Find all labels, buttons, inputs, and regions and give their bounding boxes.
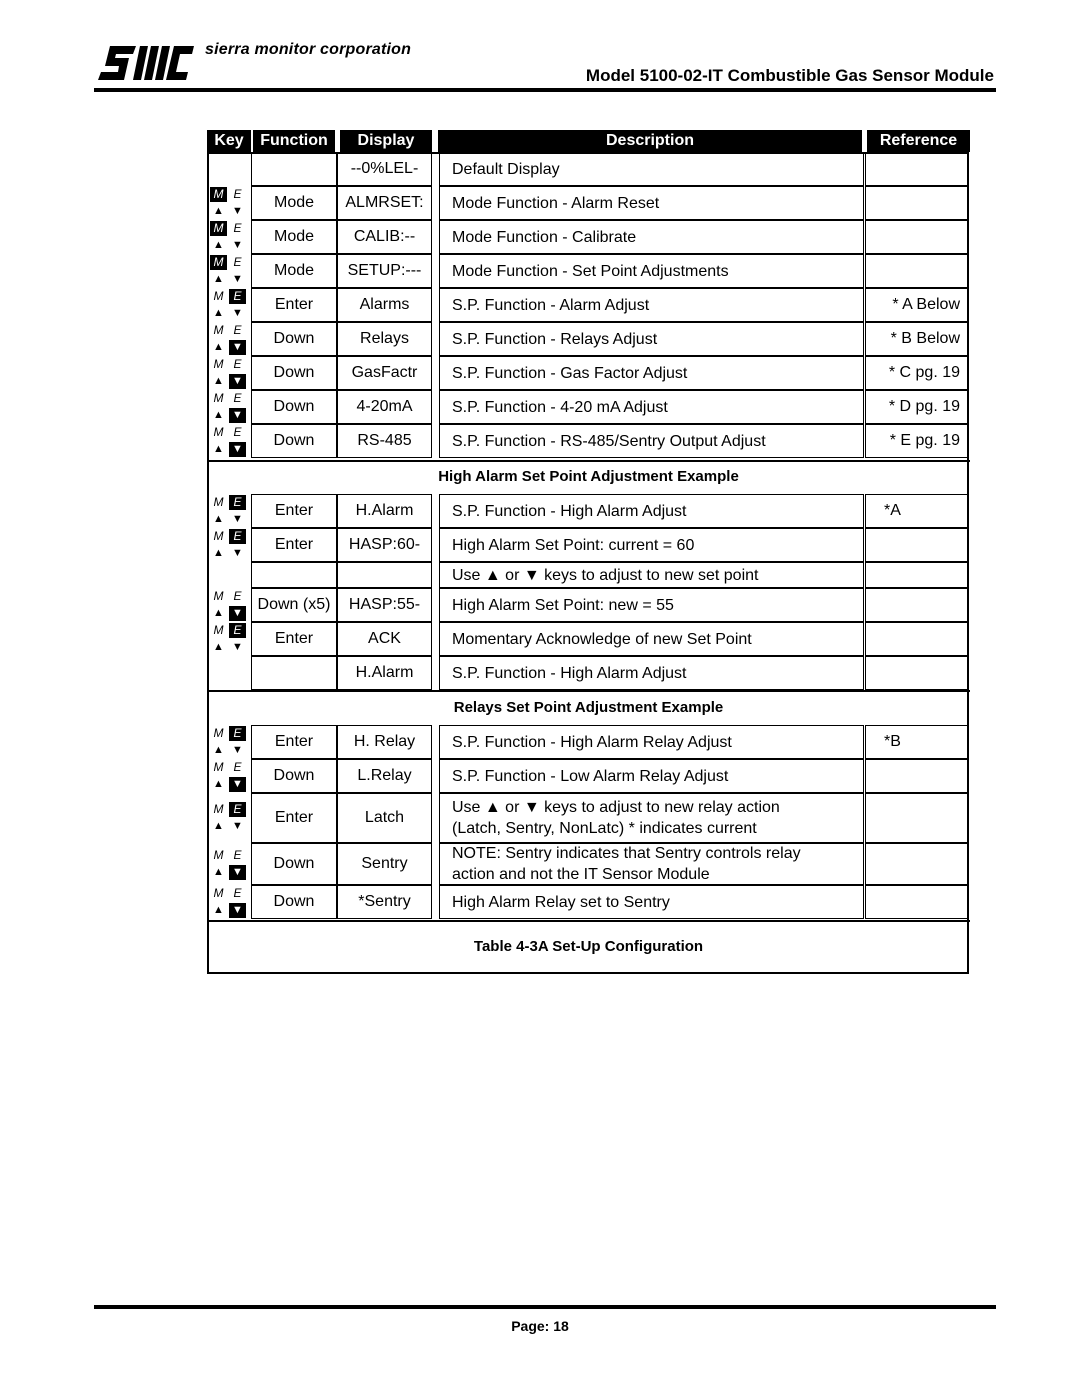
function-cell-text: Down xyxy=(273,330,315,347)
company-name: sierra monitor corporation xyxy=(205,41,412,58)
description-cell xyxy=(439,390,864,424)
function-cell xyxy=(251,288,337,322)
display-cell-text: SETUP:--- xyxy=(347,262,422,279)
up-arrow-icon: ▲ xyxy=(210,512,227,527)
function-cell-text: Enter xyxy=(274,502,314,519)
key-cell xyxy=(207,622,251,656)
display-cell-text: Alarms xyxy=(359,296,410,313)
reference-cell xyxy=(865,322,969,356)
display-cell xyxy=(337,322,432,356)
key-cell xyxy=(207,843,251,885)
column-header-function: Function xyxy=(253,130,335,152)
reference-cell xyxy=(865,562,969,588)
keypad-indicator xyxy=(210,391,246,423)
reference-cell-text: * C pg. 19 xyxy=(888,364,960,381)
key-cell xyxy=(207,288,251,322)
down-arrow-icon: ▼ xyxy=(229,640,246,655)
mode-key: M xyxy=(210,886,227,901)
display-cell xyxy=(337,793,432,843)
keypad-indicator xyxy=(210,495,246,527)
mode-key: M xyxy=(210,221,227,236)
mode-key: M xyxy=(210,726,227,741)
up-arrow-icon: ▲ xyxy=(210,819,227,834)
description-cell xyxy=(439,254,864,288)
reference-cell xyxy=(865,186,969,220)
table-row xyxy=(207,759,970,793)
up-arrow-icon: ▲ xyxy=(210,272,227,287)
display-cell-text: RS-485 xyxy=(357,432,412,449)
divider xyxy=(207,690,970,692)
description-cell-text: S.P. Function - High Alarm Relay Adjust xyxy=(452,733,732,751)
function-cell xyxy=(251,725,337,759)
function-cell xyxy=(251,322,337,356)
function-cell-text: Enter xyxy=(274,630,314,647)
display-cell-text: HASP:55- xyxy=(348,596,421,613)
display-cell xyxy=(337,152,432,186)
column-header-display: Display xyxy=(340,130,432,152)
divider xyxy=(207,460,970,462)
table-row xyxy=(207,322,970,356)
mode-key: M xyxy=(210,802,227,817)
keypad-indicator xyxy=(210,357,246,389)
keypad-indicator xyxy=(210,886,246,918)
up-arrow-icon: ▲ xyxy=(210,546,227,561)
key-cell xyxy=(207,494,251,528)
reference-cell-text: * B Below xyxy=(890,330,960,347)
down-arrow-icon: ▼ xyxy=(229,238,246,253)
up-arrow-icon: ▲ xyxy=(210,374,227,389)
function-cell-text: Down xyxy=(273,364,315,381)
enter-key: E xyxy=(229,425,246,440)
description-cell xyxy=(439,759,864,793)
function-cell xyxy=(251,494,337,528)
description-cell-text: S.P. Function - High Alarm Adjust xyxy=(452,664,687,682)
description-cell-text: Mode Function - Set Point Adjustments xyxy=(452,262,729,280)
table-row xyxy=(207,424,970,458)
display-cell-text: *Sentry xyxy=(358,893,411,910)
function-cell-text: Mode xyxy=(273,262,315,279)
document-title: Model 5100-02-IT Combustible Gas Sensor Module xyxy=(585,66,994,85)
description-cell-text: High Alarm Set Point: new = 55 xyxy=(452,596,674,614)
display-cell-text: ALMRSET: xyxy=(345,194,424,211)
display-cell-text: Relays xyxy=(360,330,409,347)
reference-cell xyxy=(865,885,969,919)
key-cell xyxy=(207,562,251,588)
table-row xyxy=(207,588,970,622)
display-cell xyxy=(337,254,432,288)
reference-cell xyxy=(865,356,969,390)
enter-key: E xyxy=(229,623,246,638)
reference-cell xyxy=(865,494,969,528)
display-cell xyxy=(337,220,432,254)
function-cell xyxy=(251,152,337,186)
function-cell xyxy=(251,843,337,885)
up-arrow-icon: ▲ xyxy=(210,777,227,792)
up-arrow-icon: ▲ xyxy=(210,340,227,355)
reference-cell xyxy=(865,152,969,186)
mode-key: M xyxy=(210,289,227,304)
table-row xyxy=(207,622,970,656)
mode-key: M xyxy=(210,357,227,372)
function-cell-text: Down xyxy=(273,398,315,415)
section-title-relays: Relays Set Point Adjustment Example xyxy=(453,699,724,716)
description-cell xyxy=(439,322,864,356)
description-cell-text: High Alarm Relay set to Sentry xyxy=(452,893,670,911)
mode-key: M xyxy=(210,323,227,338)
mode-key: M xyxy=(210,623,227,638)
enter-key: E xyxy=(229,802,246,817)
down-arrow-icon: ▼ xyxy=(229,340,246,355)
down-arrow-icon: ▼ xyxy=(229,865,246,880)
key-cell xyxy=(207,759,251,793)
function-cell xyxy=(251,588,337,622)
keypad-indicator xyxy=(210,529,246,561)
reference-cell xyxy=(865,424,969,458)
key-cell xyxy=(207,322,251,356)
function-cell xyxy=(251,528,337,562)
display-cell xyxy=(337,390,432,424)
column-header-key: Key xyxy=(207,130,251,152)
display-cell xyxy=(337,725,432,759)
display-cell-text: Latch xyxy=(364,809,405,826)
reference-cell xyxy=(865,622,969,656)
display-cell-text: --0%LEL- xyxy=(350,160,419,177)
mode-key: M xyxy=(210,529,227,544)
display-cell xyxy=(337,186,432,220)
smc-logo xyxy=(96,44,196,86)
up-arrow-icon: ▲ xyxy=(210,640,227,655)
function-cell-text: Down xyxy=(273,767,315,784)
enter-key: E xyxy=(229,391,246,406)
up-arrow-icon: ▲ xyxy=(210,606,227,621)
function-cell xyxy=(251,356,337,390)
display-cell-text: GasFactr xyxy=(351,364,418,381)
up-arrow-icon: ▲ xyxy=(210,903,227,918)
display-cell xyxy=(337,622,432,656)
description-cell xyxy=(439,793,864,843)
key-cell xyxy=(207,885,251,919)
table-row xyxy=(207,656,970,690)
keypad-indicator xyxy=(210,187,246,219)
function-cell xyxy=(251,793,337,843)
description-cell xyxy=(439,186,864,220)
enter-key: E xyxy=(229,589,246,604)
display-cell-text: Sentry xyxy=(361,855,408,872)
reference-cell xyxy=(865,528,969,562)
description-cell xyxy=(439,656,864,690)
description-cell-text: Mode Function - Alarm Reset xyxy=(452,194,660,212)
down-arrow-icon: ▼ xyxy=(229,306,246,321)
reference-cell xyxy=(865,656,969,690)
column-header-description: Description xyxy=(438,130,862,152)
function-cell xyxy=(251,622,337,656)
display-cell xyxy=(337,528,432,562)
keypad-indicator xyxy=(210,289,246,321)
enter-key: E xyxy=(229,726,246,741)
enter-key: E xyxy=(229,495,246,510)
down-arrow-icon: ▼ xyxy=(229,606,246,621)
function-cell-text: Enter xyxy=(274,296,314,313)
reference-cell xyxy=(865,759,969,793)
description-cell xyxy=(439,152,864,186)
function-cell-text: Mode xyxy=(273,194,315,211)
key-cell xyxy=(207,656,251,690)
description-cell xyxy=(439,220,864,254)
enter-key: E xyxy=(229,529,246,544)
key-cell xyxy=(207,725,251,759)
description-cell-text: S.P. Function - Low Alarm Relay Adjust xyxy=(452,767,729,785)
keypad-indicator xyxy=(210,760,246,792)
column-header-reference: Reference xyxy=(867,130,970,152)
description-cell-text: NOTE: Sentry indicates that Sentry controls relay action and not the IT Sensor Module xyxy=(452,845,801,883)
page-number: Page: 18 xyxy=(511,1318,569,1334)
display-cell xyxy=(337,356,432,390)
table-row xyxy=(207,494,970,528)
display-cell-text: 4-20mA xyxy=(356,398,413,415)
enter-key: E xyxy=(229,760,246,775)
function-cell-text: Down xyxy=(273,893,315,910)
display-cell-text: H.Alarm xyxy=(355,502,414,519)
up-arrow-icon: ▲ xyxy=(210,442,227,457)
mode-key: M xyxy=(210,760,227,775)
divider xyxy=(207,920,970,922)
display-cell-text: H. Relay xyxy=(353,733,416,750)
keypad-indicator xyxy=(210,802,246,834)
up-arrow-icon: ▲ xyxy=(210,865,227,880)
down-arrow-icon: ▼ xyxy=(229,743,246,758)
table-row xyxy=(207,885,970,919)
function-cell xyxy=(251,656,337,690)
reference-cell xyxy=(865,793,969,843)
enter-key: E xyxy=(229,357,246,372)
keypad-indicator xyxy=(210,323,246,355)
footer-rule xyxy=(94,1305,996,1309)
table-row xyxy=(207,356,970,390)
display-cell xyxy=(337,759,432,793)
description-cell xyxy=(439,356,864,390)
description-cell-text: Use ▲ or ▼ keys to adjust to new relay action (Latch, Sentry, NonLatc) * indicates current xyxy=(452,799,780,837)
keypad-indicator xyxy=(210,255,246,287)
section-title-high-alarm: High Alarm Set Point Adjustment Example xyxy=(438,468,739,485)
description-cell-text: S.P. Function - RS-485/Sentry Output Adjust xyxy=(452,432,766,450)
enter-key: E xyxy=(229,187,246,202)
mode-key: M xyxy=(210,589,227,604)
reference-cell xyxy=(865,843,969,885)
description-cell-text: S.P. Function - High Alarm Adjust xyxy=(452,502,687,520)
enter-key: E xyxy=(229,289,246,304)
display-cell xyxy=(337,885,432,919)
mode-key: M xyxy=(210,187,227,202)
display-cell-text: HASP:60- xyxy=(348,536,421,553)
description-cell xyxy=(439,288,864,322)
table-row xyxy=(207,793,970,843)
description-cell-text: S.P. Function - 4-20 mA Adjust xyxy=(452,398,668,416)
description-cell-text: High Alarm Set Point: current = 60 xyxy=(452,536,695,554)
up-arrow-icon: ▲ xyxy=(210,204,227,219)
function-cell-text: Down xyxy=(273,855,315,872)
key-cell xyxy=(207,793,251,843)
function-cell xyxy=(251,186,337,220)
display-cell-text: L.Relay xyxy=(357,767,412,784)
down-arrow-icon: ▼ xyxy=(229,442,246,457)
down-arrow-icon: ▼ xyxy=(229,272,246,287)
description-cell-text: S.P. Function - Gas Factor Adjust xyxy=(452,364,688,382)
key-cell xyxy=(207,220,251,254)
reference-cell xyxy=(865,254,969,288)
function-cell xyxy=(251,220,337,254)
display-cell xyxy=(337,588,432,622)
description-cell-text: S.P. Function - Alarm Adjust xyxy=(452,296,650,314)
description-cell xyxy=(439,622,864,656)
key-cell xyxy=(207,254,251,288)
function-cell xyxy=(251,562,337,588)
table-row xyxy=(207,843,970,885)
reference-cell-text: * A Below xyxy=(892,296,960,313)
function-cell-text: Down (x5) xyxy=(257,596,331,613)
down-arrow-icon: ▼ xyxy=(229,374,246,389)
mode-key: M xyxy=(210,391,227,406)
function-cell xyxy=(251,254,337,288)
down-arrow-icon: ▼ xyxy=(229,408,246,423)
reference-cell-text: *B xyxy=(884,733,901,750)
key-cell xyxy=(207,424,251,458)
key-cell xyxy=(207,390,251,424)
description-cell-text: Momentary Acknowledge of new Set Point xyxy=(452,630,752,648)
description-cell xyxy=(439,494,864,528)
description-cell xyxy=(439,528,864,562)
key-cell xyxy=(207,152,251,186)
reference-cell-text: * D pg. 19 xyxy=(888,398,960,415)
function-cell-text: Mode xyxy=(273,228,315,245)
keypad-indicator xyxy=(210,425,246,457)
display-cell-text: CALIB:-- xyxy=(353,228,416,245)
up-arrow-icon: ▲ xyxy=(210,408,227,423)
key-cell xyxy=(207,588,251,622)
display-cell xyxy=(337,656,432,690)
reference-cell xyxy=(865,725,969,759)
function-cell xyxy=(251,424,337,458)
function-cell-text: Down xyxy=(273,432,315,449)
description-cell xyxy=(439,562,864,588)
display-cell xyxy=(337,424,432,458)
table-row xyxy=(207,152,970,186)
table-row xyxy=(207,220,970,254)
header-rule xyxy=(94,88,996,92)
mode-key: M xyxy=(210,495,227,510)
key-cell xyxy=(207,356,251,390)
description-cell-text: Use ▲ or ▼ keys to adjust to new set point xyxy=(452,566,759,584)
keypad-indicator xyxy=(210,848,246,880)
description-cell xyxy=(439,424,864,458)
table-row xyxy=(207,288,970,322)
table-row xyxy=(207,725,970,759)
display-cell xyxy=(337,843,432,885)
description-cell-text: Default Display xyxy=(452,160,560,178)
down-arrow-icon: ▼ xyxy=(229,546,246,561)
display-cell xyxy=(337,288,432,322)
down-arrow-icon: ▼ xyxy=(229,777,246,792)
table-row xyxy=(207,254,970,288)
table-caption: Table 4-3A Set-Up Configuration xyxy=(473,938,704,955)
up-arrow-icon: ▲ xyxy=(210,306,227,321)
keypad-indicator xyxy=(210,221,246,253)
reference-cell-text: *A xyxy=(884,502,901,519)
description-cell xyxy=(439,725,864,759)
display-cell-text: H.Alarm xyxy=(355,664,414,681)
mode-key: M xyxy=(210,425,227,440)
enter-key: E xyxy=(229,221,246,236)
mode-key: M xyxy=(210,848,227,863)
description-cell xyxy=(439,843,864,885)
keypad-indicator xyxy=(210,589,246,621)
down-arrow-icon: ▼ xyxy=(229,819,246,834)
description-cell xyxy=(439,885,864,919)
display-cell-text: ACK xyxy=(368,630,401,647)
key-cell xyxy=(207,186,251,220)
down-arrow-icon: ▼ xyxy=(229,903,246,918)
function-cell-text: Enter xyxy=(274,733,314,750)
table-row xyxy=(207,562,970,588)
description-cell xyxy=(439,588,864,622)
reference-cell xyxy=(865,390,969,424)
table-row xyxy=(207,186,970,220)
reference-cell xyxy=(865,588,969,622)
up-arrow-icon: ▲ xyxy=(210,238,227,253)
display-cell xyxy=(337,494,432,528)
reference-cell-text: * E pg. 19 xyxy=(889,432,960,449)
up-arrow-icon: ▲ xyxy=(210,743,227,758)
description-cell-text: S.P. Function - Relays Adjust xyxy=(452,330,658,348)
keypad-indicator xyxy=(210,623,246,655)
mode-key: M xyxy=(210,255,227,270)
keypad-indicator xyxy=(210,726,246,758)
reference-cell xyxy=(865,220,969,254)
table-row xyxy=(207,528,970,562)
table-row xyxy=(207,390,970,424)
description-cell-text: Mode Function - Calibrate xyxy=(452,228,637,246)
down-arrow-icon: ▼ xyxy=(229,204,246,219)
enter-key: E xyxy=(229,255,246,270)
function-cell xyxy=(251,390,337,424)
enter-key: E xyxy=(229,886,246,901)
reference-cell xyxy=(865,288,969,322)
enter-key: E xyxy=(229,848,246,863)
function-cell xyxy=(251,885,337,919)
function-cell-text: Enter xyxy=(274,809,314,826)
enter-key: E xyxy=(229,323,246,338)
function-cell-text: Enter xyxy=(274,536,314,553)
function-cell xyxy=(251,759,337,793)
display-cell xyxy=(337,562,432,588)
key-cell xyxy=(207,528,251,562)
down-arrow-icon: ▼ xyxy=(229,512,246,527)
